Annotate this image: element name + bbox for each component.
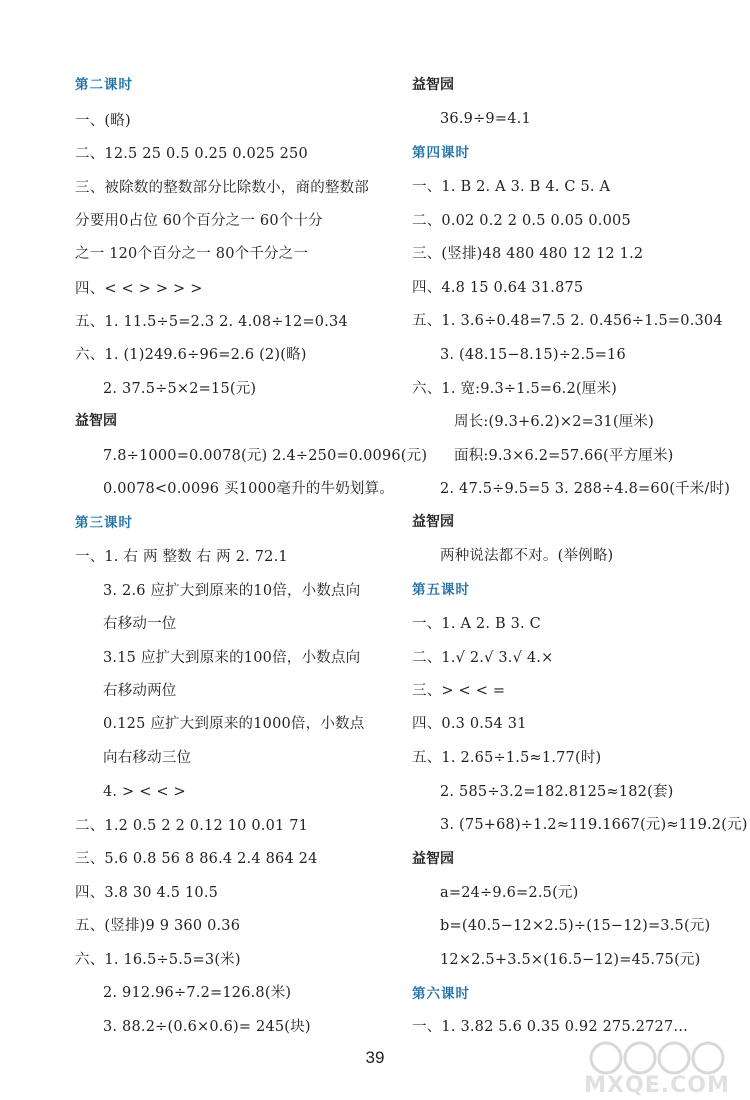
answer-line: 四、0.3 0.54 31 bbox=[412, 716, 527, 732]
answer-line: 3. (75+68)÷1.2≈119.1667(元)≈119.2(元) bbox=[440, 817, 748, 833]
answer-line: 之一 120个百分之一 80个千分之一 bbox=[75, 246, 309, 262]
answer-line: a=24÷9.6=2.5(元) bbox=[440, 885, 579, 901]
answer-line: 12×2.5+3.5×(16.5−12)=45.75(元) bbox=[440, 952, 701, 968]
lesson-4-title: 第四课时 bbox=[412, 145, 470, 161]
answer-line: 3.15 应扩大到原来的100倍，小数点向 bbox=[103, 650, 361, 666]
answer-line: 三、(竖排)48 480 480 12 12 1.2 bbox=[412, 246, 644, 262]
answer-line: 三、被除数的整数部分比除数小，商的整数部 bbox=[75, 180, 369, 196]
lesson-6-title: 第六课时 bbox=[412, 986, 470, 1002]
answer-line: 一、(略) bbox=[75, 113, 131, 129]
answer-line: 二、0.02 0.2 2 0.5 0.05 0.005 bbox=[412, 213, 631, 229]
answer-line: 五、1. 3.6÷0.48=7.5 2. 0.456÷1.5=0.304 bbox=[412, 313, 723, 329]
watermark-text: MXQE.COM bbox=[584, 1073, 730, 1098]
answer-line: 六、1. 宽:9.3÷1.5=6.2(厘米) bbox=[412, 381, 618, 397]
answer-line: 二、1.√ 2.√ 3.√ 4.× bbox=[412, 650, 554, 666]
lesson-5-title: 第五课时 bbox=[412, 582, 470, 598]
answer-line: 2. 585÷3.2=182.8125≈182(套) bbox=[440, 784, 674, 800]
answer-line: 四、3.8 30 4.5 10.5 bbox=[75, 885, 219, 901]
answer-line: 3. 2.6 应扩大到原来的10倍，小数点向 bbox=[103, 583, 361, 599]
answer-line: 一、1. 右 两 整数 右 两 2. 72.1 bbox=[75, 549, 288, 565]
answer-line: 一、1. A 2. B 3. C bbox=[412, 616, 541, 632]
answer-line: 一、1. 3.82 5.6 0.35 0.92 275.2727… bbox=[412, 1019, 689, 1035]
answer-line: 二、1.2 0.5 2 2 0.12 10 0.01 71 bbox=[75, 818, 309, 834]
watermark-logo-icon bbox=[582, 1040, 732, 1076]
answer-line: 右移动两位 bbox=[103, 683, 177, 699]
answer-line: b=(40.5−12×2.5)÷(15−12)=3.5(元) bbox=[440, 918, 711, 934]
answer-line: 分要用0占位 60个百分之一 60个十分 bbox=[75, 213, 323, 229]
answer-line: 一、1. B 2. A 3. B 4. C 5. A bbox=[412, 179, 611, 195]
answer-line: 五、(竖排)9 9 360 0.36 bbox=[75, 918, 241, 934]
answer-line: 3. (48.15−8.15)÷2.5=16 bbox=[440, 347, 626, 363]
answer-line: 0.0078<0.0096 买1000毫升的牛奶划算。 bbox=[103, 481, 395, 497]
answer-line: 4. > < < > bbox=[103, 784, 186, 800]
answer-line: 两种说法都不对。(举例略) bbox=[440, 548, 614, 564]
answer-line: 0.125 应扩大到原来的1000倍，小数点 bbox=[103, 716, 365, 732]
answer-line: 3. 88.2÷(0.6×0.6)= 245(块) bbox=[103, 1019, 311, 1035]
answer-line: 7.8÷1000=0.0078(元) 2.4÷250=0.0096(元) bbox=[103, 448, 428, 464]
answer-line: 三、> < < = bbox=[412, 683, 506, 699]
answer-line: 2. 37.5÷5×2=15(元) bbox=[103, 381, 257, 397]
answer-line: 二、12.5 25 0.5 0.25 0.025 250 bbox=[75, 146, 308, 162]
lesson-2-title: 第二课时 bbox=[75, 77, 133, 93]
page-number: 39 bbox=[365, 1048, 385, 1067]
answer-line: 六、1. (1)249.6÷96=2.6 (2)(略) bbox=[75, 347, 307, 363]
watermark bbox=[582, 1040, 732, 1098]
yizhiyuan-title: 益智园 bbox=[412, 851, 454, 867]
answer-line: 36.9÷9=4.1 bbox=[440, 111, 531, 127]
answer-line: 2. 47.5÷9.5=5 3. 288÷4.8=60(千米/时) bbox=[440, 481, 731, 497]
lesson-3-title: 第三课时 bbox=[75, 515, 133, 531]
answer-line: 2. 912.96÷7.2=126.8(米) bbox=[103, 985, 292, 1001]
answer-line: 五、1. 2.65÷1.5≈1.77(时) bbox=[412, 750, 602, 766]
yizhiyuan-title: 益智园 bbox=[412, 77, 454, 93]
answer-line: 向右移动三位 bbox=[103, 750, 192, 766]
answer-line: 右移动一位 bbox=[103, 616, 177, 632]
answer-line: 周长:(9.3+6.2)×2=31(厘米) bbox=[454, 414, 654, 430]
answer-line: 五、1. 11.5÷5=2.3 2. 4.08÷12=0.34 bbox=[75, 314, 348, 330]
answer-line: 三、5.6 0.8 56 8 86.4 2.4 864 24 bbox=[75, 851, 318, 867]
yizhiyuan-title: 益智园 bbox=[412, 514, 454, 530]
answer-line: 四、< < > > > > bbox=[75, 281, 203, 297]
answer-line: 六、1. 16.5÷5.5=3(米) bbox=[75, 952, 241, 968]
answer-line: 面积:9.3×6.2=57.66(平方厘米) bbox=[454, 448, 674, 464]
yizhiyuan-title: 益智园 bbox=[75, 413, 117, 429]
answer-line: 四、4.8 15 0.64 31.875 bbox=[412, 280, 584, 296]
